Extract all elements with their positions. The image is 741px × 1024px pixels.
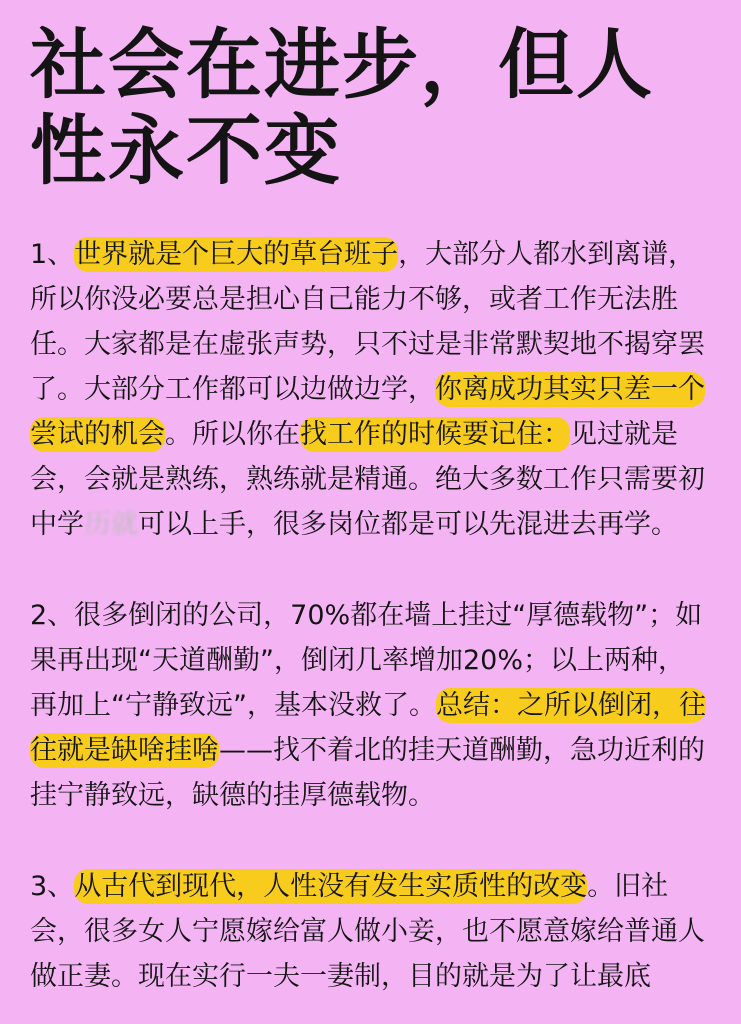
highlighted-text: 找工作的时候要记住： (300, 419, 570, 450)
title-line-2: 性永不变 (30, 106, 342, 195)
highlighted-text: 从古代到现代，人性没有发生实质性的改变 (74, 871, 588, 902)
body-text: 2、很多倒闭的公司，70%都在墙上挂过“厚德载物”；如果再出现“天道酬勤”，倒闭几率增加20%；以上两种，再加上“宁静致远”，基本没救了。 (30, 600, 703, 721)
highlighted-text: 总结：之所以倒闭，往往就是缺啥挂啥 (30, 690, 706, 766)
body-text: ——找不着北的挂天道酬勤，急功近利的挂宁静致远，缺德的挂厚德载物。 (30, 735, 705, 811)
paragraph-2 (30, 593, 711, 818)
paragraph-1 (30, 232, 711, 547)
body-text: 1、 (30, 239, 75, 270)
body-text: 可以上手，很多岗位都是可以先混进去再学。 (138, 509, 678, 540)
body-text: ，大部分人都水到离谱，所以你没必要总是担心自己能力不够，或者工作无法胜任。大家都是在虚张声势，只不过是非常默契地不揭穿罢了。大部分工作都可以边做边学， (30, 239, 705, 405)
article-body (30, 232, 711, 999)
title-line-1: 社会在进步，但人 (30, 20, 654, 109)
body-text: 。所以你在 (165, 419, 300, 450)
article-title (30, 22, 711, 194)
paragraph-3 (30, 864, 711, 999)
blurred-text: 历就 (84, 509, 138, 540)
body-text: 见过就是会，会就是熟练，熟练就是精通。绝大多数工作只需要初中学 (30, 419, 705, 540)
highlighted-text: 你离成功其实只差一个尝试的机会 (30, 374, 705, 450)
body-text: 。旧社会，很多女人宁愿嫁给富人做小妾，也不愿意嫁给普通人做正妻。现在实行一夫一妻制，目的就是为了让最底 (30, 871, 705, 992)
body-text: 3、 (30, 871, 75, 902)
highlighted-text: 世界就是个巨大的草台班子 (74, 239, 399, 270)
